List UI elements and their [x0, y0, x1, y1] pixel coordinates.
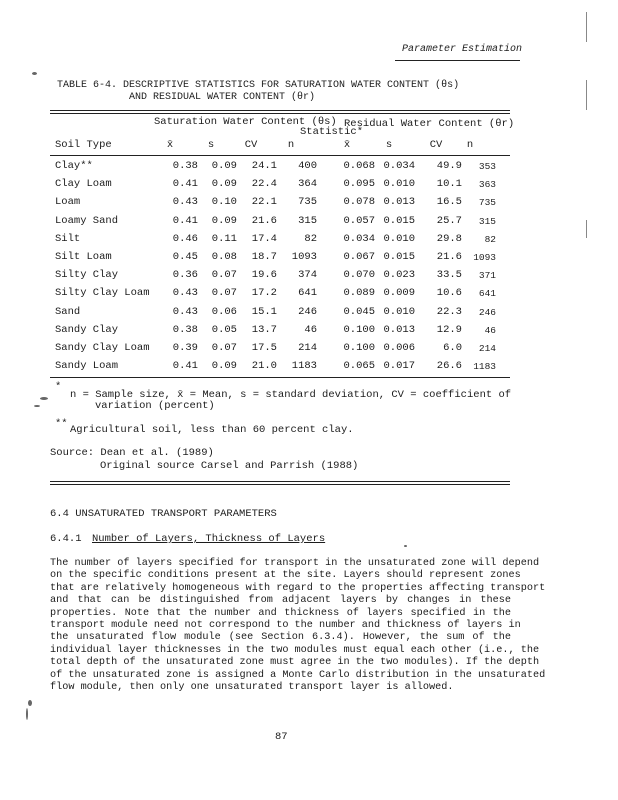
- cell-res-n: 353: [478, 161, 496, 172]
- paragraph-line: properties. Note that the number and thickness of layers specified in the: [50, 607, 511, 619]
- cell-sat-cv: 18.7: [251, 251, 277, 263]
- cell-res-n: 641: [478, 288, 496, 300]
- scan-speck: [26, 708, 28, 720]
- cell-res-cv: 16.5: [436, 196, 462, 209]
- cell-res-n: 363: [478, 179, 496, 191]
- cell-sat-mean: 0.41: [172, 178, 198, 191]
- cell-sat-sd: 0.05: [211, 323, 237, 336]
- cell-sat-sd: 0.07: [211, 287, 237, 300]
- cell-sat-cv: 15.1: [251, 305, 277, 318]
- cell-sat-mean: 0.41: [172, 214, 198, 227]
- running-header: Parameter Estimation: [402, 44, 523, 55]
- cell-res-n: 214: [478, 343, 496, 354]
- cell-res-n: 82: [484, 233, 496, 245]
- subsection-title: Number of Layers, Thickness of Layers: [92, 533, 326, 545]
- cell-res-cv: 6.0: [443, 342, 462, 354]
- cell-res-sd: 0.023: [383, 269, 415, 282]
- scan-speck: [34, 405, 40, 407]
- table-caption-line2: AND RESIDUAL WATER CONTENT (θr): [129, 92, 316, 103]
- header-rule: [395, 60, 520, 61]
- paragraph-line: transport module need not correspond to the number and thickness of layers in: [50, 620, 521, 632]
- cell-sat-n: 46: [304, 323, 317, 336]
- cell-res-n: 46: [484, 324, 496, 336]
- cell-sat-n: 374: [298, 269, 317, 282]
- scan-edge-mark: [586, 220, 587, 238]
- footnote-2-mark: **: [55, 418, 68, 430]
- cell-sat-cv: 21.6: [251, 214, 277, 227]
- footnote-1-line1: n = Sample size, x̄ = Mean, s = standard deviation, CV = coefficient of: [70, 389, 512, 401]
- cell-res-mean: 0.034: [343, 232, 375, 245]
- cell-res-cv: 26.6: [436, 360, 462, 373]
- col-header-sat-cv: CV: [244, 139, 258, 151]
- row-soil-name: Sandy Clay: [55, 323, 119, 336]
- table-top-rule: [50, 110, 510, 111]
- cell-res-cv: 49.9: [436, 160, 462, 172]
- cell-sat-mean: 0.43: [172, 287, 198, 300]
- cell-res-sd: 0.010: [383, 178, 415, 191]
- cell-sat-mean: 0.46: [172, 232, 198, 245]
- row-soil-name: Loam: [55, 196, 81, 209]
- cell-res-cv: 12.9: [436, 323, 462, 336]
- cell-res-n: 371: [478, 270, 496, 282]
- cell-res-sd: 0.010: [383, 232, 415, 245]
- row-soil-name: Clay**: [55, 160, 93, 172]
- cell-res-sd: 0.013: [383, 323, 415, 336]
- group-saturation-header: Saturation Water Content (θs): [154, 116, 337, 128]
- cell-sat-n: 1093: [291, 251, 317, 263]
- cell-res-sd: 0.006: [383, 342, 415, 354]
- col-header-sat-n: n: [287, 139, 295, 151]
- cell-res-n: 1183: [473, 361, 496, 373]
- row-soil-name: Loamy Sand: [55, 214, 119, 227]
- cell-res-mean: 0.065: [343, 360, 375, 373]
- cell-res-cv: 21.6: [436, 251, 462, 263]
- paragraph-line: of the unsaturated zone is assigned a Monte Carlo distribution in the unsaturated: [50, 669, 546, 681]
- cell-sat-cv: 24.1: [251, 160, 277, 172]
- cell-sat-n: 82: [304, 232, 317, 245]
- col-soil-type: Soil Type: [55, 139, 112, 151]
- cell-res-cv: 29.8: [436, 232, 462, 245]
- cell-sat-cv: 21.0: [251, 360, 277, 373]
- paragraph-line: flow module, then only one unsaturated transport layer is allowed.: [50, 682, 454, 694]
- cell-sat-mean: 0.43: [172, 196, 198, 209]
- row-soil-name: Silt Loam: [55, 251, 112, 263]
- cell-res-cv: 33.5: [436, 269, 462, 282]
- table-caption-line1: TABLE 6-4. DESCRIPTIVE STATISTICS FOR SATURATION WATER CONTENT (θs): [57, 80, 460, 91]
- cell-sat-sd: 0.08: [211, 251, 237, 263]
- cell-sat-sd: 0.11: [211, 232, 237, 245]
- cell-sat-n: 400: [298, 160, 317, 172]
- row-soil-name: Sandy Loam: [55, 360, 119, 373]
- cell-sat-n: 735: [298, 196, 317, 209]
- cell-res-sd: 0.017: [383, 360, 415, 373]
- col-header-sat-sd: s: [207, 139, 215, 151]
- cell-sat-mean: 0.45: [172, 251, 198, 263]
- cell-res-cv: 25.7: [436, 214, 462, 227]
- row-soil-name: Silty Clay Loam: [55, 287, 150, 300]
- cell-res-sd: 0.015: [383, 214, 415, 227]
- cell-res-mean: 0.100: [343, 342, 375, 354]
- cell-sat-cv: 13.7: [251, 323, 277, 336]
- header-bottom-rule: [50, 155, 510, 156]
- col-header-res-n: n: [466, 139, 474, 151]
- cell-sat-sd: 0.09: [211, 360, 237, 373]
- cell-sat-mean: 0.38: [172, 160, 198, 172]
- cell-res-n: 735: [478, 197, 496, 209]
- cell-sat-n: 364: [298, 178, 317, 191]
- cell-sat-cv: 17.5: [251, 342, 277, 354]
- cell-res-mean: 0.045: [343, 305, 375, 318]
- cell-sat-sd: 0.07: [211, 342, 237, 354]
- cell-sat-n: 246: [298, 305, 317, 318]
- source-bottom-rule: [50, 481, 510, 482]
- cell-res-cv: 10.1: [436, 178, 462, 191]
- cell-sat-cv: 17.4: [251, 232, 277, 245]
- cell-res-cv: 22.3: [436, 305, 462, 318]
- page-number: 87: [275, 731, 288, 743]
- row-soil-name: Silt: [55, 232, 81, 245]
- cell-res-n: 1093: [473, 252, 496, 263]
- cell-res-mean: 0.068: [343, 160, 375, 172]
- paragraph-line: individual layer thicknesses in the two modules must equal each other (i.e., the: [50, 644, 540, 656]
- source-line-2: Original source Carsel and Parrish (1988): [100, 460, 359, 472]
- scan-speck: [28, 700, 32, 706]
- subsection-number: 6.4.1: [50, 533, 82, 545]
- cell-res-mean: 0.095: [343, 178, 375, 191]
- group-residual-header: Residual Water Content (θr): [344, 118, 515, 130]
- cell-sat-sd: 0.09: [211, 214, 237, 227]
- cell-sat-sd: 0.07: [211, 269, 237, 282]
- cell-sat-cv: 17.2: [251, 287, 277, 300]
- footnote-2-text: Agricultural soil, less than 60 percent clay.: [70, 424, 354, 436]
- cell-res-mean: 0.057: [343, 214, 375, 227]
- paragraph-line: on the specific conditions present at the site. Layers should represent zones: [50, 570, 521, 582]
- col-header-sat-mean: x̄: [166, 139, 174, 151]
- cell-sat-sd: 0.09: [211, 160, 237, 172]
- scan-edge-mark: [586, 80, 587, 110]
- cell-sat-n: 1183: [291, 360, 317, 373]
- body-paragraph: [50, 558, 546, 694]
- cell-sat-mean: 0.38: [172, 323, 198, 336]
- cell-sat-cv: 22.1: [251, 196, 277, 209]
- row-soil-name: Clay Loam: [55, 178, 112, 191]
- col-header-res-cv: CV: [429, 139, 443, 151]
- paragraph-line: that are relatively homogeneous with regard to the properties affecting transport: [50, 582, 546, 594]
- cell-sat-mean: 0.39: [172, 342, 198, 354]
- source-bottom-rule-2: [50, 484, 510, 485]
- scan-speck: [404, 545, 407, 547]
- cell-sat-sd: 0.10: [211, 196, 237, 209]
- paragraph-line: the unsaturated flow module (see Section 6.3.4). However, the sum of the: [50, 632, 511, 644]
- row-soil-name: Sand: [55, 305, 81, 318]
- cell-res-n: 315: [478, 215, 496, 227]
- cell-sat-n: 315: [298, 214, 317, 227]
- scan-speck: [32, 72, 37, 75]
- footnote-1-line2: variation (percent): [95, 400, 215, 412]
- paragraph-line: The number of layers specified for transport in the unsaturated zone will depend: [50, 558, 540, 569]
- cell-res-cv: 10.6: [436, 287, 462, 300]
- cell-sat-mean: 0.36: [172, 269, 198, 282]
- cell-sat-n: 214: [298, 342, 317, 354]
- cell-res-sd: 0.013: [383, 196, 415, 209]
- paragraph-line: and that can be distinguished from adjacent layers by changes in these: [50, 595, 511, 607]
- row-soil-name: Silty Clay: [55, 269, 119, 282]
- scan-speck: [40, 397, 48, 400]
- col-header-res-sd: s: [385, 139, 393, 151]
- cell-res-sd: 0.015: [383, 251, 415, 263]
- table-top-rule-2: [50, 113, 510, 114]
- group-statistic-label: Statistic*: [300, 126, 364, 138]
- cell-sat-mean: 0.41: [172, 360, 198, 373]
- cell-res-n: 246: [478, 306, 496, 318]
- cell-res-sd: 0.010: [383, 305, 415, 318]
- paragraph-line: total depth of the unsaturated zone must agree in the two modules). If the depth: [50, 657, 540, 669]
- cell-res-mean: 0.070: [343, 269, 375, 282]
- cell-sat-mean: 0.43: [172, 305, 198, 318]
- cell-sat-cv: 22.4: [251, 178, 277, 191]
- cell-res-mean: 0.067: [343, 251, 375, 263]
- cell-res-sd: 0.034: [383, 160, 415, 172]
- scan-edge-mark: [586, 12, 587, 42]
- cell-sat-sd: 0.09: [211, 178, 237, 191]
- source-line-1: Source: Dean et al. (1989): [50, 447, 214, 459]
- section-heading: 6.4 UNSATURATED TRANSPORT PARAMETERS: [50, 508, 277, 520]
- table-bottom-rule: [50, 377, 510, 378]
- cell-res-mean: 0.078: [343, 196, 375, 209]
- cell-sat-n: 641: [298, 287, 317, 300]
- row-soil-name: Sandy Clay Loam: [55, 342, 150, 354]
- footnote-1-mark: *: [55, 381, 62, 393]
- cell-res-mean: 0.100: [343, 323, 375, 336]
- cell-sat-sd: 0.06: [211, 305, 237, 318]
- col-header-res-mean: x̄: [343, 139, 351, 151]
- cell-sat-cv: 19.6: [251, 269, 277, 282]
- cell-res-sd: 0.009: [383, 287, 415, 300]
- cell-res-mean: 0.089: [343, 287, 375, 300]
